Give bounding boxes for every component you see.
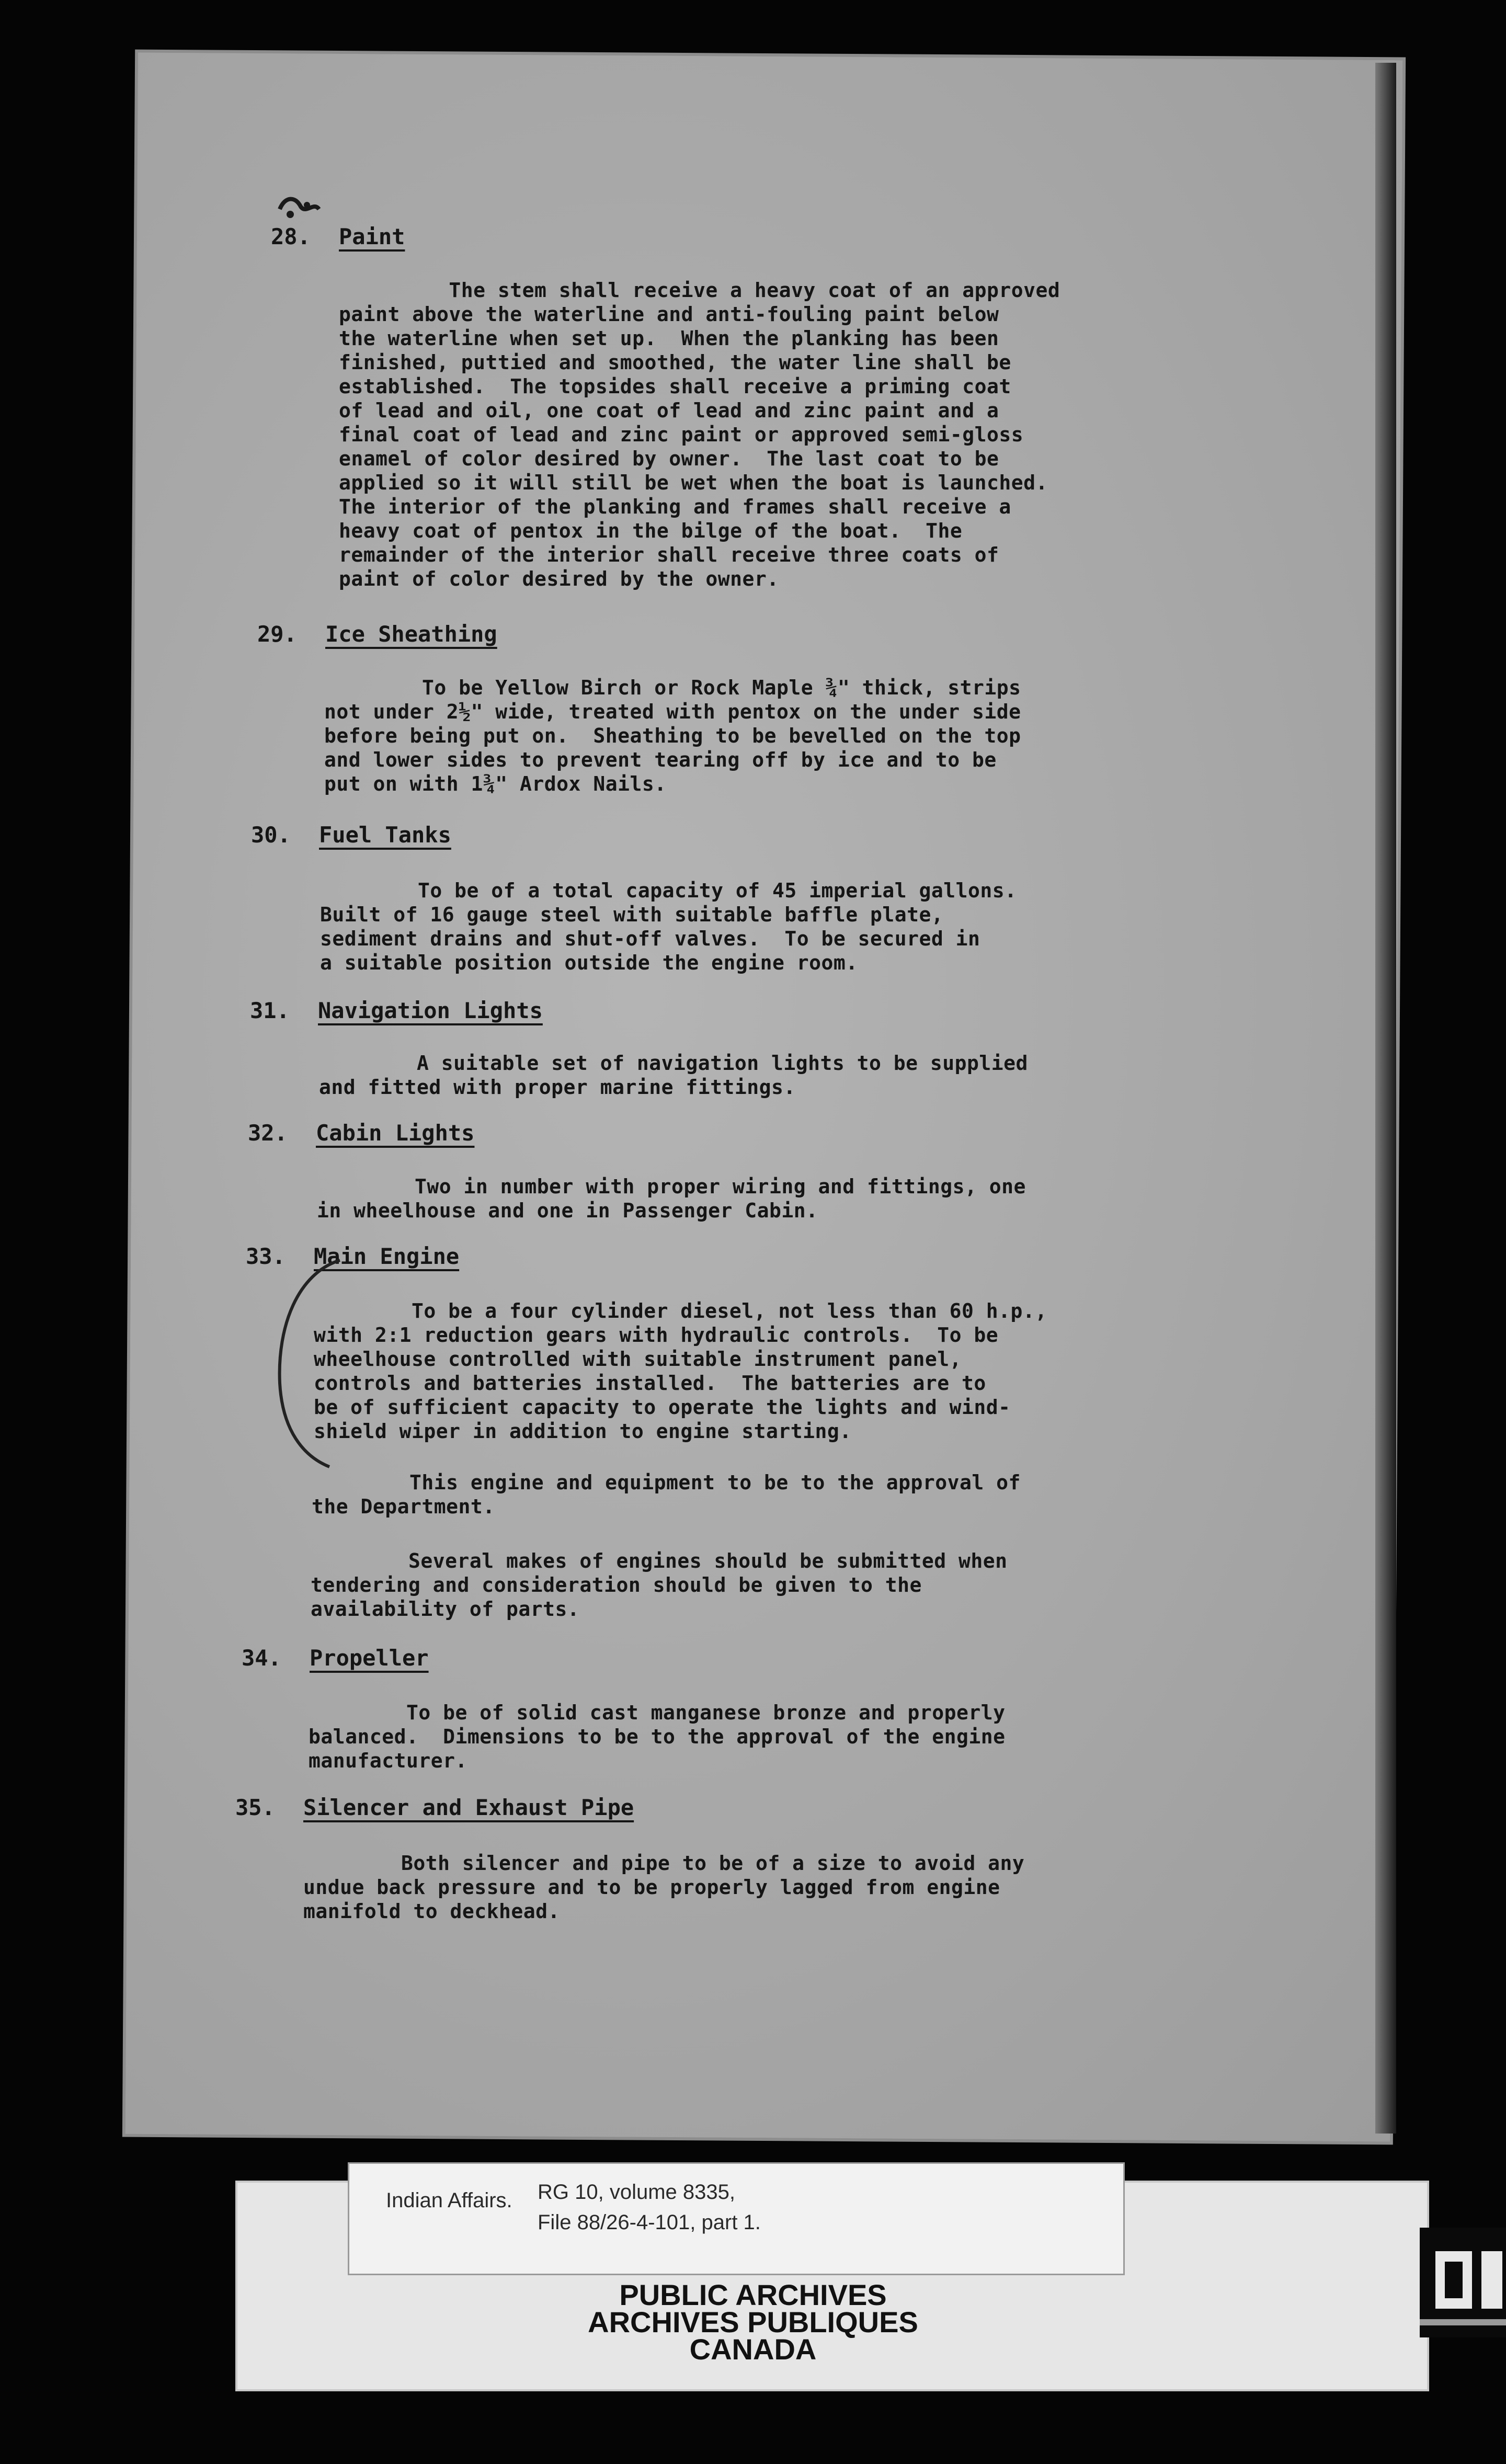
section-30-paragraph: To be of a total capacity of 45 imperial gallons. Built of 16 gauge steel with suitable baffle plate, sediment drains and shut-off valves. To be secured in a suitable position outside the engine room.	[320, 879, 1017, 974]
section-32-paragraph: Two in number with proper wiring and fittings, one in wheelhouse and one in Passenger Cabin.	[317, 1175, 1026, 1222]
section-heading-28	[271, 224, 405, 249]
section-number: 33.	[246, 1244, 286, 1269]
handwritten-bracket-mark	[267, 1252, 350, 1472]
section-title: Paint	[339, 224, 405, 249]
section-heading-34	[242, 1645, 429, 1671]
section-heading-29	[257, 621, 497, 647]
section-number: 30.	[251, 822, 291, 848]
reference-line-1: RG 10, volume 8335,	[538, 2181, 735, 2204]
section-title: Navigation Lights	[318, 998, 543, 1023]
section-number: 32.	[248, 1120, 288, 1146]
section-33-paragraph-3: Several makes of engines should be submitted when tendering and consideration should be given to the availability of parts.	[311, 1549, 1008, 1621]
section-33-paragraph-1: To be a four cylinder diesel, not less than 60 h.p., with 2:1 reduction gears with hydraulic controls. To be wheelhouse controlled with suitable instrument panel, controls and batteries installed. The batteries are to be of sufficient capacity to operate the lights and wind- shield wiper in addition to engine starting.	[314, 1299, 1047, 1443]
section-28-paragraph: The stem shall receive a heavy coat of an approved paint above the waterline and anti-fouling paint below the waterline when set up. When the planking has been finished, puttied and smoothed, the water line shall be established. The topsides shall receive a priming coat of lead and oil, one coat of lead and zinc paint and a final coat of lead and zinc paint or approved semi-gloss enamel of color desired by owner. The last coat to be applied so it will still be wet when the boat is launched. The interior of the planking and frames shall receive a heavy coat of pentox in the bilge of the boat. The remainder of the interior shall receive three coats of paint of color desired by the owner.	[339, 279, 1060, 590]
section-title: Silencer and Exhaust Pipe	[303, 1795, 634, 1820]
section-number: 28.	[271, 224, 311, 249]
section-title: Main Engine	[314, 1244, 460, 1269]
archive-title-english: PUBLIC ARCHIVES	[619, 2278, 887, 2311]
section-number: 31.	[250, 998, 290, 1023]
section-heading-30	[251, 822, 451, 848]
section-34-paragraph: To be of solid cast manganese bronze and properly balanced. Dimensions to be to the approval of the engine manufacturer.	[309, 1701, 1006, 1772]
section-35-paragraph: Both silencer and pipe to be of a size to avoid any undue back pressure and to be properly lagged from engine manifold to deckhead.	[303, 1852, 1025, 1923]
reference-agency: Indian Affairs.	[386, 2189, 512, 2212]
section-title: Cabin Lights	[316, 1120, 475, 1146]
reference-line-2: File 88/26-4-101, part 1.	[538, 2211, 761, 2234]
section-number: 35.	[235, 1795, 275, 1820]
section-number: 34.	[242, 1645, 281, 1671]
section-heading-35	[235, 1795, 634, 1820]
section-31-paragraph: A suitable set of navigation lights to be supplied and fitted with proper marine fittings.	[319, 1052, 1028, 1099]
section-title: Propeller	[310, 1645, 429, 1671]
section-33-paragraph-2: This engine and equipment to be to the approval of the Department.	[312, 1471, 1021, 1518]
film-frame-marks	[1420, 2228, 1506, 2337]
archive-reference-card	[348, 2162, 1125, 2275]
section-29-paragraph: To be Yellow Birch or Rock Maple ¾" thick, strips not under 2½" wide, treated with pentox on the under side before being put on. Sheathing to be bevelled on the top and lower sides to prevent tearing off by ice and to be put on with 1¾" Ardox Nails.	[324, 676, 1021, 795]
archive-title-french: ARCHIVES PUBLIQUES	[588, 2306, 918, 2338]
archive-title-country: CANADA	[689, 2333, 817, 2366]
section-title: Fuel Tanks	[319, 822, 451, 848]
section-title: Ice Sheathing	[325, 621, 497, 647]
section-heading-31	[250, 998, 543, 1023]
section-heading-32	[248, 1120, 474, 1146]
section-number: 29.	[257, 621, 297, 647]
